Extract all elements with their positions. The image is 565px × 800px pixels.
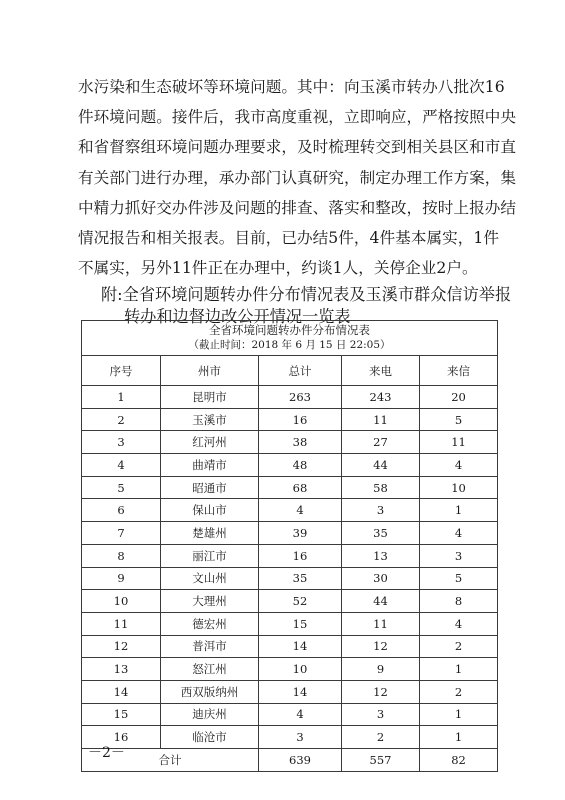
table-header-row [82,356,498,386]
row-city: 玉溪市 [161,408,259,431]
row-phone: 12 [342,680,420,703]
row-index: 11 [82,612,161,635]
row-phone: 30 [342,567,420,590]
row-city: 红河州 [161,431,259,454]
table-row [82,431,498,454]
row-index: 1 [82,386,161,409]
table-caption [82,321,498,356]
row-letter: 1 [420,703,498,726]
table-row [82,612,498,635]
row-phone: 44 [342,454,420,477]
row-letter: 8 [420,590,498,613]
table-total-row [82,749,498,772]
row-total: 35 [259,567,342,590]
page-number: －2－ [88,745,125,761]
paragraph-line: 水污染和生态破坏等环境问题。其中：向玉溪市转办八批次16 [78,78,505,96]
table-caption-row [82,321,498,356]
row-phone: 243 [342,386,420,409]
row-index: 5 [82,476,161,499]
row-letter: 5 [420,567,498,590]
row-letter: 11 [420,431,498,454]
row-index: 10 [82,590,161,613]
paragraph-line: 情况报告和相关报表。目前，已办结5件，4件基本属实，1件 [78,228,500,247]
table-row [82,658,498,681]
header-index: 序号 [82,356,161,386]
table-row [82,386,498,409]
total-cell: 82 [420,749,498,772]
total-cell: 557 [342,749,420,772]
table-row [82,635,498,658]
row-total: 15 [259,612,342,635]
total-label: 合计 [82,749,259,772]
row-phone: 3 [342,703,420,726]
row-city: 临沧市 [161,726,259,749]
row-index: 15 [82,703,161,726]
distribution-table [81,320,498,772]
table-row [82,703,498,726]
header-phone: 来电 [342,356,420,386]
row-index: 8 [82,544,161,567]
row-index: 9 [82,567,161,590]
row-city: 昭通市 [161,476,259,499]
row-city: 保山市 [161,499,259,522]
row-city: 文山州 [161,567,259,590]
table-row [82,476,498,499]
row-letter: 4 [420,454,498,477]
row-total: 263 [259,386,342,409]
table-row [82,408,498,431]
row-city: 德宏州 [161,612,259,635]
row-total: 4 [259,703,342,726]
row-letter: 20 [420,386,498,409]
table-row [82,544,498,567]
row-total: 52 [259,590,342,613]
table-subtitle: （截止时间：2018 年 6 月 15 日 22:05） [188,339,391,351]
row-total: 39 [259,522,342,545]
row-city: 普洱市 [161,635,259,658]
row-letter: 2 [420,680,498,703]
table-row [82,499,498,522]
row-city: 怒江州 [161,658,259,681]
paragraph-line: 中精力抓好交办件涉及问题的排查、落实和整改，按时上报办结 [78,198,517,217]
paragraph-line: 有关部门进行办理，承办部门认真研究，制定办理工作方案，集 [78,168,517,187]
row-index: 13 [82,658,161,681]
row-city: 曲靖市 [161,454,259,477]
row-phone: 3 [342,499,420,522]
row-phone: 11 [342,408,420,431]
header-total: 总计 [259,356,342,386]
row-total: 14 [259,680,342,703]
row-total: 68 [259,476,342,499]
row-phone: 58 [342,476,420,499]
row-letter: 5 [420,408,498,431]
table-row [82,522,498,545]
row-city: 丽江市 [161,544,259,567]
row-total: 16 [259,544,342,567]
row-city: 西双版纳州 [161,680,259,703]
row-index: 7 [82,522,161,545]
row-letter: 10 [420,476,498,499]
row-letter: 4 [420,522,498,545]
row-total: 3 [259,726,342,749]
row-index: 2 [82,408,161,431]
paragraph-line: 和省督察组环境问题办理要求，及时梳理转交到相关县区和市直 [78,138,517,157]
row-phone: 27 [342,431,420,454]
row-phone: 35 [342,522,420,545]
attachment-line-2: 转办和边督边改公开情况一览表 [124,307,351,326]
row-letter: 3 [420,544,498,567]
row-city: 大理州 [161,590,259,613]
row-letter: 1 [420,726,498,749]
header-city: 州市 [161,356,259,386]
row-city: 楚雄州 [161,522,259,545]
row-index: 4 [82,454,161,477]
row-index: 3 [82,431,161,454]
body-paragraph [78,72,517,283]
total-cell: 639 [259,749,342,772]
row-city: 昆明市 [161,386,259,409]
row-phone: 9 [342,658,420,681]
row-index: 16 [82,726,161,749]
table-row [82,726,498,749]
row-city: 迪庆州 [161,703,259,726]
row-total: 38 [259,431,342,454]
row-index: 6 [82,499,161,522]
table-row [82,680,498,703]
row-phone: 12 [342,635,420,658]
row-total: 16 [259,408,342,431]
attachment-line-1: 附:全省环境问题转办件分布情况表及玉溪市群众信访举报 [101,285,512,304]
row-index: 14 [82,680,161,703]
row-total: 14 [259,635,342,658]
row-phone: 11 [342,612,420,635]
row-letter: 2 [420,635,498,658]
table-row [82,590,498,613]
row-phone: 2 [342,726,420,749]
row-letter: 1 [420,499,498,522]
row-phone: 44 [342,590,420,613]
paragraph-line: 件环境问题。接件后，我市高度重视，立即响应，严格按照中央 [78,108,517,127]
table-title: 全省环境问题转办件分布情况表 [209,323,370,337]
row-total: 10 [259,658,342,681]
row-total: 48 [259,454,342,477]
paragraph-line: 不属实，另外11件正在办理中，约谈1人，关停企业2户。 [78,259,478,278]
row-phone: 13 [342,544,420,567]
table-row [82,454,498,477]
row-index: 12 [82,635,161,658]
row-letter: 1 [420,658,498,681]
table-row [82,567,498,590]
row-letter: 4 [420,612,498,635]
row-total: 4 [259,499,342,522]
header-letter: 来信 [420,356,498,386]
